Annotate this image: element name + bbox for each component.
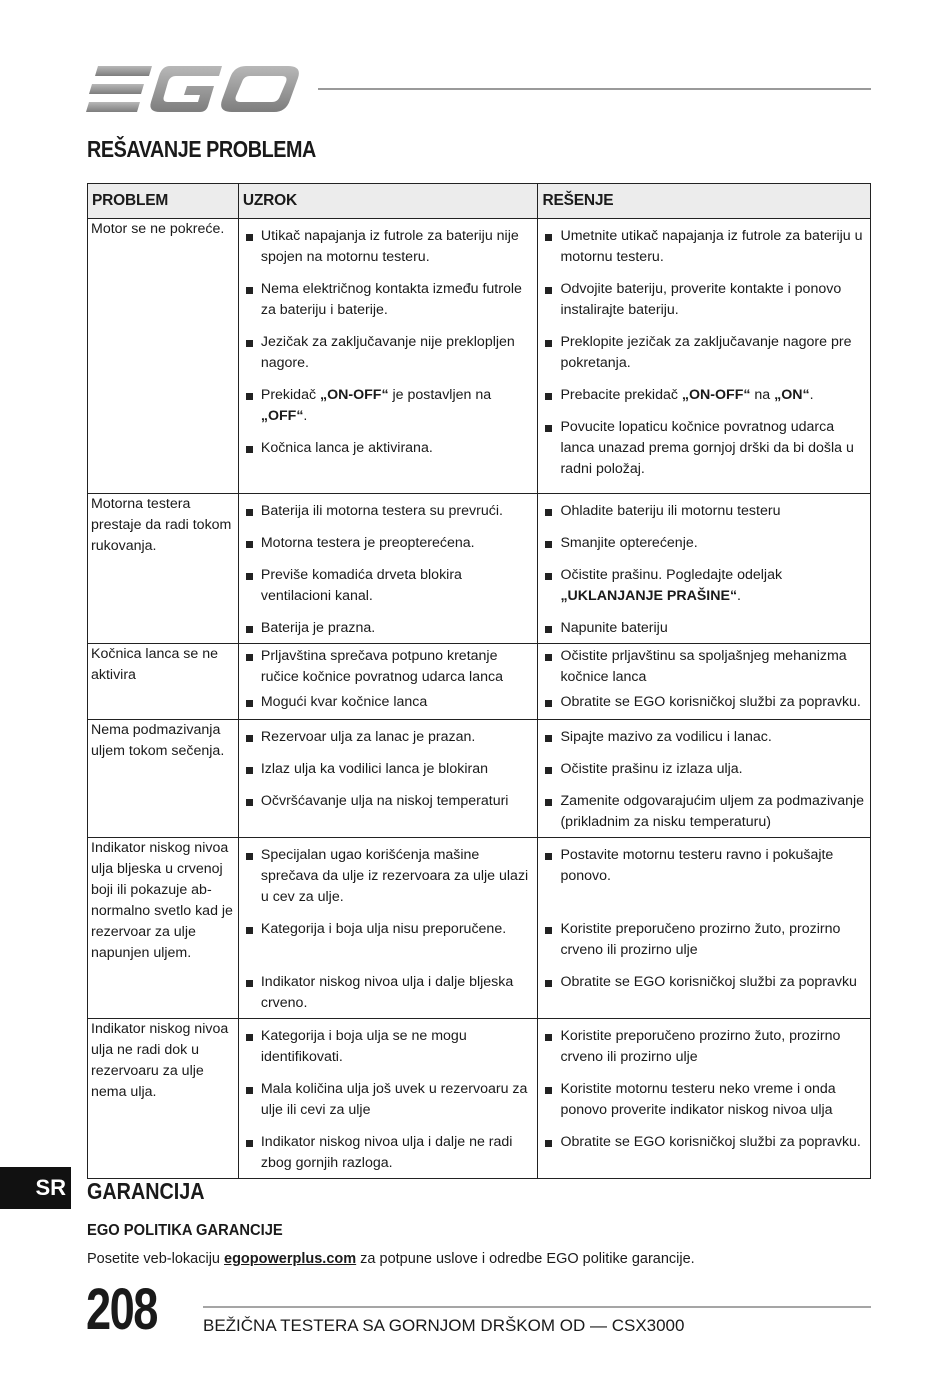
cause-item: Indikator niskog nivoa ulja i dalje bljeska crveno. <box>244 972 533 1014</box>
ego-logo <box>86 64 300 114</box>
troubleshooting-table <box>87 183 871 1179</box>
cause-item <box>244 385 533 427</box>
solution-item <box>543 565 865 607</box>
cause-item: Kočnica lanca je aktivirana. <box>244 438 533 459</box>
text-run: Prebacite prekidač <box>560 387 682 403</box>
footer-rule <box>203 1306 871 1308</box>
text-run: je postavljen na <box>388 387 492 403</box>
bold-term: „ON-OFF“ <box>681 387 751 403</box>
cause-cell <box>238 838 538 1019</box>
bold-term: „OFF“ <box>260 408 304 424</box>
solution-cell <box>538 219 871 494</box>
cause-item: Jezičak za zaključavanje nije preklopljen nagore. <box>244 332 533 374</box>
table-row <box>88 1019 871 1179</box>
text-run: Posetite veb-lokaciju <box>87 1251 225 1267</box>
cause-item: Kategorija i boja ulja nisu preporučene. <box>244 919 533 940</box>
warranty-text <box>87 1251 695 1267</box>
cause-item: Baterija ili motorna testera su prevrući. <box>244 501 533 522</box>
text-run: Očistite prašinu. Pogledajte odeljak <box>560 567 783 583</box>
table-row <box>88 720 871 838</box>
table-row <box>88 644 871 720</box>
cause-item: Mogući kvar kočnice lanca <box>244 692 533 713</box>
text-run: . <box>809 387 814 403</box>
text-run: Prekidač <box>260 387 320 403</box>
solution-cell <box>538 720 871 838</box>
solution-cell <box>538 838 871 1019</box>
warranty-link[interactable]: egopowerplus.com <box>224 1251 357 1267</box>
solution-item: Koristite preporučeno prozirno žuto, prozirno crveno ili prozirno ulje <box>543 919 865 961</box>
solution-cell <box>538 1019 871 1179</box>
cause-item: Specijalan ugao korišćenja mašine sprečava da ulje iz rezervoara za ulje ulazi u cev za ulje. <box>244 845 533 908</box>
bold-term: „ON-OFF“ <box>320 387 389 403</box>
cause-item: Nema električnog kontakta između futrole za bateriju i baterije. <box>244 279 533 321</box>
solution-item: Obratite se EGO korisničkoj službi za popravku <box>543 972 865 993</box>
solution-item: Napunite bateriju <box>543 618 865 639</box>
section-title: REŠAVANJE PROBLEMA <box>87 136 316 162</box>
table-row <box>88 494 871 644</box>
warranty-subtitle: EGO POLITIKA GARANCIJE <box>87 1222 283 1239</box>
problem-cell: Indikator niskog nivoa ulja ne radi dok u rezervoaru za ulje nema ulja. <box>88 1019 239 1179</box>
header-solution: REŠENJE <box>538 184 871 219</box>
table-row <box>88 219 871 494</box>
cause-item: Previše komadića drveta blokira ventilacioni kanal. <box>244 565 533 607</box>
solution-item <box>543 385 865 406</box>
problem-cell: Kočnica lanca se ne aktivira <box>88 644 239 720</box>
page-number: 208 <box>86 1277 157 1342</box>
cause-item: Indikator niskog nivoa ulja i dalje ne radi zbog gornjih razloga. <box>244 1132 533 1174</box>
text-run: . <box>737 588 741 604</box>
cause-item: Motorna testera je preopterećena. <box>244 533 533 554</box>
cause-item: Izlaz ulja ka vodilici lanca je blokiran <box>244 759 533 780</box>
solution-item: Obratite se EGO korisničkoj službi za popravku. <box>543 1132 865 1153</box>
cause-item: Baterija je prazna. <box>244 618 533 639</box>
header-rule <box>318 88 871 90</box>
text-run: za potpune uslove i odredbe EGO politike garancije. <box>356 1251 695 1267</box>
cause-item: Kategorija i boja ulja se ne mogu identifikovati. <box>244 1026 533 1068</box>
cause-item: Utikač napajanja iz futrole za bateriju nije spojen na motornu testeru. <box>244 226 533 268</box>
language-tab: SR <box>0 1167 71 1209</box>
warranty-title: GARANCIJA <box>87 1178 205 1204</box>
solution-item: Odvojite bateriju, proverite kontakte i ponovo instalirajte bateriju. <box>543 279 865 321</box>
header-cause: UZROK <box>238 184 538 219</box>
cause-item: Mala količina ulja još uvek u rezervoaru za ulje ili cevi za ulje <box>244 1079 533 1121</box>
solution-item: Postavite motornu testeru ravno i pokušajte ponovo. <box>543 845 865 887</box>
solution-cell <box>538 494 871 644</box>
cause-cell <box>238 1019 538 1179</box>
cause-cell <box>238 720 538 838</box>
solution-item: Očistite prašinu iz izlaza ulja. <box>543 759 865 780</box>
problem-cell: Indikator niskog nivoa ulja bljeska u crvenoj boji ili pokazuje ab-normalno svetlo kad je rezervoar za ulje napunjen uljem. <box>88 838 239 1019</box>
solution-item: Koristite motornu testeru neko vreme i onda ponovo proverite indikator niskog nivoa ulja <box>543 1079 865 1121</box>
solution-item: Obratite se EGO korisničkoj službi za popravku. <box>543 692 865 713</box>
text-run: . <box>303 408 308 424</box>
solution-item: Povucite lopaticu kočnice povratnog udarca lanca unazad prema gornjoj drški da bi došla u radni položaj. <box>543 417 865 480</box>
cause-cell <box>238 644 538 720</box>
cause-cell <box>238 219 538 494</box>
solution-item: Smanjite opterećenje. <box>543 533 865 554</box>
solution-item: Umetnite utikač napajanja iz futrole za bateriju u motornu testeru. <box>543 226 865 268</box>
solution-item: Sipajte mazivo za vodilicu i lanac. <box>543 727 865 748</box>
problem-cell: Nema podmazivanja uljem tokom sečenja. <box>88 720 239 838</box>
solution-item: Zamenite odgovarajućim uljem za podmazivanje (prikladnim za nisku temperaturu) <box>543 791 865 833</box>
solution-item: Ohladite bateriju ili motornu testeru <box>543 501 865 522</box>
cause-item: Očvršćavanje ulja na niskoj temperaturi <box>244 791 533 812</box>
solution-item: Preklopite jezičak za zaključavanje nagore pre pokretanja. <box>543 332 865 374</box>
table-header-row <box>88 184 871 219</box>
table-row <box>88 838 871 1019</box>
solution-item: Koristite preporučeno prozirno žuto, prozirno crveno ili prozirno ulje <box>543 1026 865 1068</box>
text-run: na <box>750 387 775 403</box>
solution-item: Očistite prljavštinu sa spoljašnjeg mehanizma kočnice lanca <box>543 646 865 688</box>
header-problem: PROBLEM <box>88 184 239 219</box>
bold-term: „ON“ <box>774 387 810 403</box>
cause-cell <box>238 494 538 644</box>
cause-item: Rezervoar ulja za lanac je prazan. <box>244 727 533 748</box>
problem-cell: Motor se ne pokreće. <box>88 219 239 494</box>
problem-cell: Motorna testera prestaje da radi tokom rukovanja. <box>88 494 239 644</box>
cause-item: Prljavština sprečava potpuno kretanje ručice kočnice povratnog udarca lanca <box>244 646 533 688</box>
footer-title: BEŽIČNA TESTERA SA GORNJOM DRŠKOM OD — CSX3000 <box>203 1316 685 1335</box>
solution-cell <box>538 644 871 720</box>
bold-term: „UKLANJANJE PRAŠINE“ <box>560 588 738 604</box>
